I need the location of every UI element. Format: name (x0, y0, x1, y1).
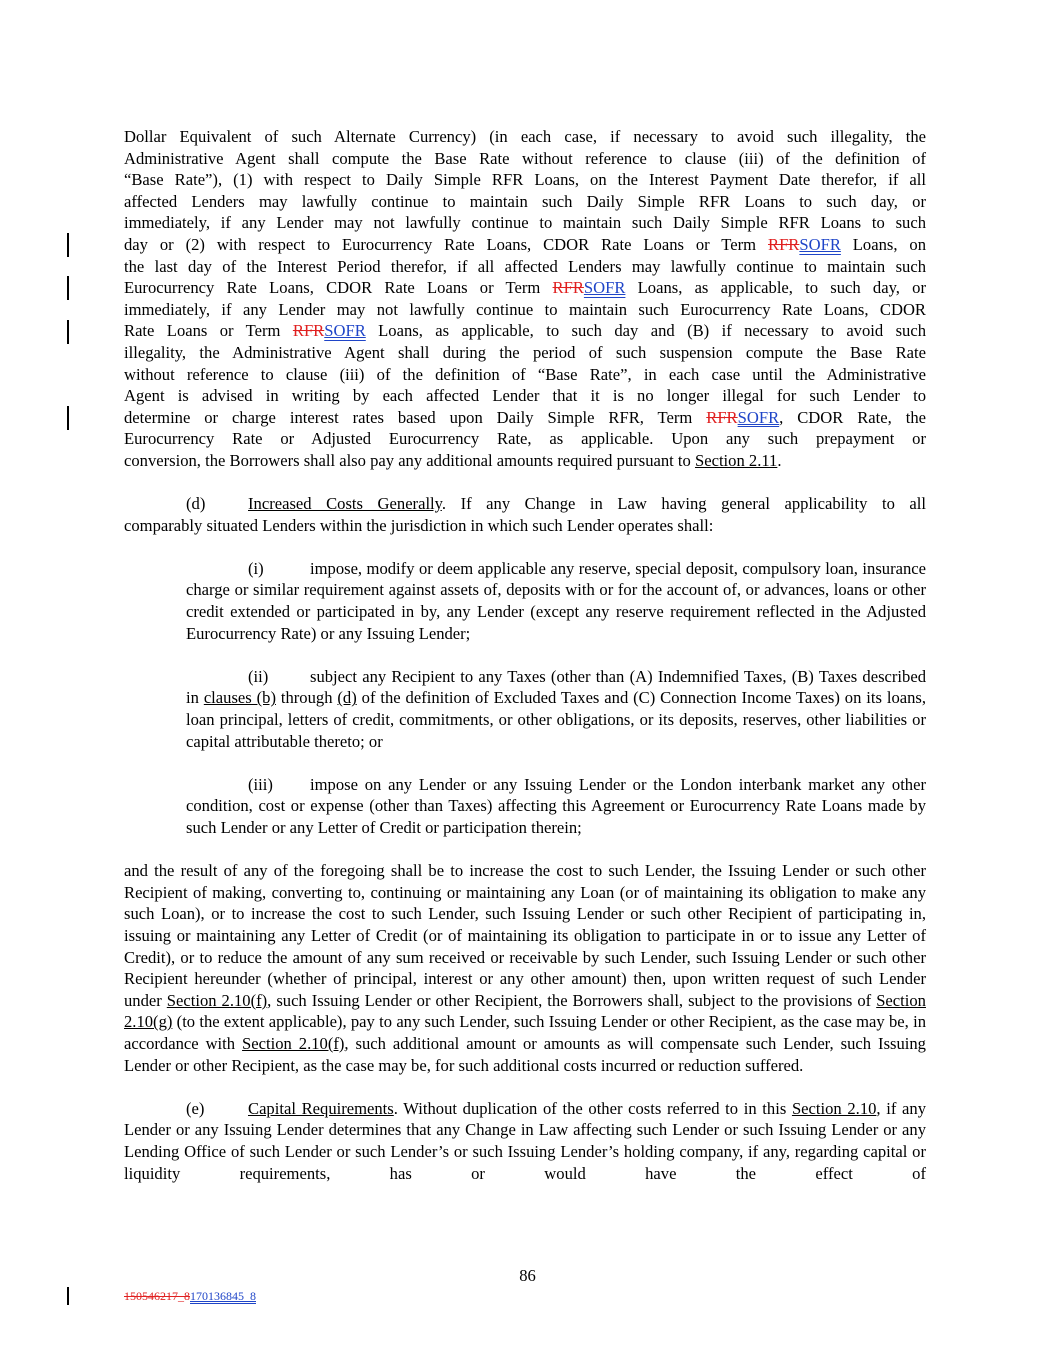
item-text: subject any Recipient to any Taxes (other than (A) Indemnified Taxes, (B) Taxes described in (186, 666, 926, 708)
paragraph-marker: (e) (186, 1098, 205, 1118)
text-line: illegality, the Administrative Agent shall during the period of such suspension compute the Base Rate (124, 342, 926, 362)
text-line: immediately, if any Lender may not lawfully continue to maintain such Eurocurrency Rate Loans, CDOR (124, 299, 926, 319)
text-line: without reference to clause (iii) of the definition of “Base Rate”, in each case until the Administrative (124, 364, 926, 384)
text-run: Eurocurrency Rate Loans, CDOR Rate Loans or Term (124, 278, 553, 298)
change-bar (67, 276, 69, 300)
section-heading: Capital Requirements (248, 1098, 394, 1118)
item-text: impose on any Lender or any Issuing Lender or the London interbank market any other condition, cost or expense (other than Taxes) affecting this Agreement or Eurocurrency Rate Loans made by such Lender or any Letter of Credit or participation therein; (186, 774, 926, 837)
text-run: Loans, on (840, 234, 926, 254)
text-line: immediately, if any Lender may not lawfully continue to maintain such Daily Simple RFR Loans to such (124, 213, 926, 233)
text-line: affected Lenders may lawfully continue to maintain such Daily Simple RFR Loans to such day, or (124, 191, 926, 211)
text-run: , such additional amount or amounts as will compensate such Lender, such Issuing Lender or other Recipient, as the case may be, for such additional costs incurred or reduction suffered. (124, 1033, 926, 1075)
list-item-iii (186, 774, 926, 839)
item-marker: (i) (248, 558, 264, 578)
deleted-doc-id: 150546217_8 (124, 1289, 190, 1303)
section-link[interactable]: Section 2.10(f) (242, 1033, 345, 1053)
text-run: . If any Change in Law having general applicability to all (441, 494, 926, 514)
section-link[interactable]: Section 2.10(f) (166, 990, 268, 1010)
text-line: Eurocurrency Rate or Adjusted Eurocurrency Rate, as applicable. Upon any such prepayment or (124, 429, 926, 449)
text-run: Rate Loans or Term (124, 321, 293, 341)
section-link[interactable]: Section 2.10 (791, 1098, 877, 1118)
section-heading: Increased Costs Generally (248, 494, 442, 514)
text-run: Loans, as applicable, to such day, or (625, 278, 926, 298)
text-line: Administrative Agent shall compute the Base Rate without reference to clause (iii) of the definition of (124, 148, 926, 168)
paragraph-illegality-continued (124, 126, 926, 472)
section-link[interactable]: Section 2.10(g) (124, 990, 926, 1032)
change-bar (67, 233, 69, 257)
text-run: . Without duplication of the other costs referred to in this (393, 1098, 792, 1118)
paragraph-result (124, 860, 926, 1076)
change-bar (67, 406, 69, 430)
text-run: determine or charge interest rates based upon Daily Simple RFR, Term (124, 407, 707, 427)
text-line: Agent is advised in writing by each affected Lender that it is no longer illegal for such Lender to (124, 386, 926, 406)
text-run: , such Issuing Lender or other Recipient, the Borrowers shall, subject to the provisions of (267, 990, 877, 1010)
text-line (124, 277, 926, 299)
clause-link[interactable]: clauses (b) (203, 688, 276, 708)
deleted-text: RFR (706, 407, 738, 427)
clause-link[interactable]: (d) (337, 688, 357, 708)
item-marker: (ii) (248, 666, 269, 686)
inserted-doc-id: 170136845_8 (190, 1289, 256, 1303)
text-run: (to the extent applicable), pay to any such Lender, such Issuing Lender or other Recipient, as the case may be, in accordance with (124, 1012, 926, 1053)
list-item-i (186, 558, 926, 644)
text-run: Loans, as applicable, to such day and (B) if necessary to avoid such (365, 321, 927, 341)
deleted-text: RFR (292, 321, 325, 341)
inserted-text: SOFR (737, 407, 780, 427)
document-id (124, 1289, 256, 1304)
text-line (124, 234, 926, 256)
text-line (124, 407, 926, 429)
item-text: through (275, 688, 338, 708)
inserted-text: SOFR (324, 321, 366, 341)
text-line (124, 493, 926, 515)
text-run: day or (2) with respect to Eurocurrency Rate Loans, CDOR Rate Loans or Term (124, 234, 768, 254)
item-marker: (iii) (248, 774, 273, 794)
text-line: Dollar Equivalent of such Alternate Currency) (in each case, if necessary to avoid such illegality, the (124, 127, 926, 146)
item-text: of the definition of Excluded Taxes and (C) Connection Income Taxes) on its loans, loan principal, letters of credit, commitments, or other obligations, or its deposits, reserves, other liabilities or capital attributable thereto; or (186, 688, 927, 751)
item-text: impose, modify or deem applicable any reserve, special deposit, compulsory loan, insurance charge or similar requirement against assets of, deposits with or for the account of, or advances, loans or other credit extended or participated in by, any Lender (except any reserve requirement reflected in the Adjusted Eurocurrency Rate) or any Issuing Lender; (186, 558, 926, 643)
text-run: conversion, the Borrowers shall also pay any additional amounts required pursuant to (124, 450, 695, 470)
paragraph-marker: (d) (186, 494, 206, 514)
change-bar (67, 320, 69, 344)
text-run: , CDOR Rate, the (779, 407, 926, 427)
list-item-ii (186, 666, 926, 752)
change-bar (67, 1287, 69, 1305)
text-line: “Base Rate”), (1) with respect to Daily Simple RFR Loans, on the Interest Payment Date therefor, if all (124, 170, 926, 190)
text-run: and the result of any of the foregoing shall be to increase the cost to such Lender, the Issuing Lender or such other Recipient of making, converting to, continuing or maintaining any Loan (or of maintaining its obligation to make any such Loan), or to increase the cost to such Lender, such Issuing Lender or such other Recipient of participating in, issuing or maintaining any Letter of Credit (or of maintaining its obligation to participate in or to issue any Letter of Credit), or to reduce the amount of any sum received or receivable by such Lender, such Issuing Lender or such other Recipient hereunder (whether of principal, interest or any other amount) then, upon written request of such Lender under (124, 861, 926, 1010)
document-page (124, 126, 926, 1184)
section-link[interactable]: Section 2.11 (694, 450, 778, 470)
inserted-text: SOFR (583, 278, 626, 298)
text-line (124, 320, 926, 342)
text-line: the last day of the Interest Period therefor, if all affected Lenders may lawfully continue to maintain such (124, 256, 926, 276)
text-line: comparably situated Lenders within the jurisdiction in which such Lender operates shall: (124, 515, 714, 535)
paragraph-increased-costs (124, 493, 926, 536)
text-run: . (777, 450, 782, 470)
paragraph-capital-requirements (124, 1098, 926, 1184)
deleted-text: RFR (552, 278, 584, 298)
page-number: 86 (519, 1266, 536, 1285)
text-line (124, 450, 926, 472)
text-run: , if any Lender or any Issuing Lender determines that any Change in Law affecting such Lender or such Issuing Lender or any Lending Office of such Lender or such Lender’s or such Issuing Lender’s holding company, if any, regarding capital or liquidity requirements, has or would have the effect of (124, 1098, 926, 1183)
deleted-text: RFR (768, 234, 800, 254)
inserted-text: SOFR (799, 234, 841, 254)
